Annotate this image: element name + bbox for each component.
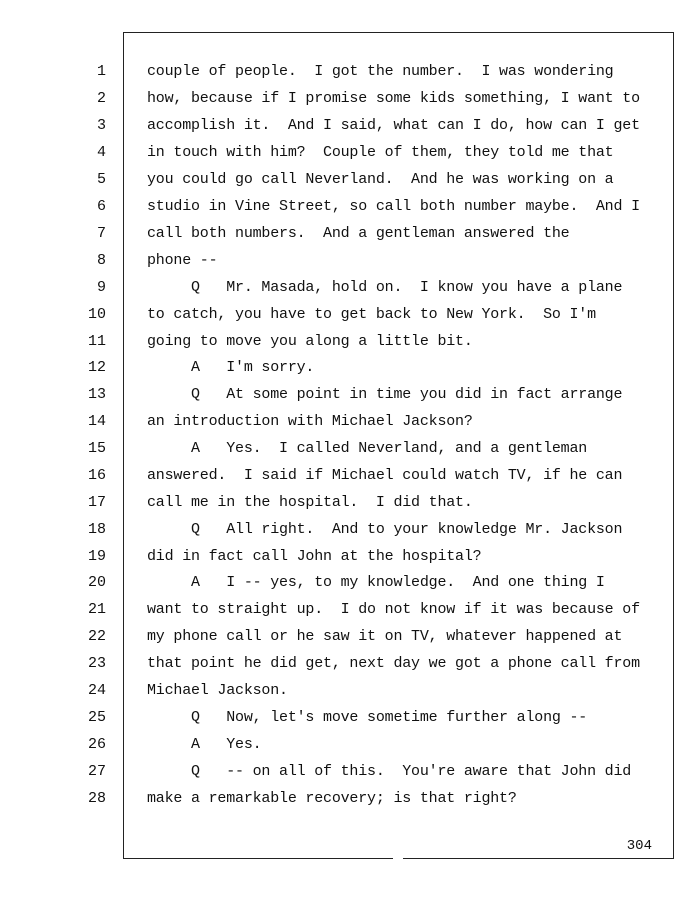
line-text: an introduction with Michael Jackson? [147, 413, 473, 430]
line-text: A I'm sorry. [147, 359, 315, 376]
line-number: 9 [96, 279, 106, 296]
line-text: how, because if I promise some kids something, I want to [147, 90, 640, 107]
line-text: did in fact call John at the hospital? [147, 548, 482, 565]
line-number: 23 [87, 655, 106, 672]
line-text: call both numbers. And a gentleman answered the [147, 225, 570, 242]
line-text: to catch, you have to get back to New York. So I'm [147, 306, 596, 323]
line-number: 2 [96, 90, 106, 107]
line-number: 11 [87, 333, 106, 350]
line-number: 15 [87, 440, 106, 457]
page-border-right [673, 32, 674, 858]
line-text: studio in Vine Street, so call both number maybe. And I [147, 198, 640, 215]
line-text: phone -- [147, 252, 218, 269]
page-border-gap [393, 854, 403, 862]
line-text: in touch with him? Couple of them, they told me that [147, 144, 614, 161]
line-text: you could go call Neverland. And he was working on a [147, 171, 614, 188]
line-number: 17 [87, 494, 106, 511]
line-number: 13 [87, 386, 106, 403]
line-number: 14 [87, 413, 106, 430]
line-number: 3 [96, 117, 106, 134]
line-number: 16 [87, 467, 106, 484]
line-text: call me in the hospital. I did that. [147, 494, 473, 511]
line-text: A Yes. [147, 736, 262, 753]
line-number: 4 [96, 144, 106, 161]
line-text: make a remarkable recovery; is that right? [147, 790, 517, 807]
page-border-left [123, 32, 124, 858]
line-text: A I -- yes, to my knowledge. And one thing I [147, 574, 605, 591]
line-number: 18 [87, 521, 106, 538]
line-text: Q Mr. Masada, hold on. I know you have a plane [147, 279, 623, 296]
line-number: 10 [87, 306, 106, 323]
line-text: Michael Jackson. [147, 682, 288, 699]
line-number: 12 [87, 359, 106, 376]
line-number: 21 [87, 601, 106, 618]
line-number: 8 [96, 252, 106, 269]
line-text: going to move you along a little bit. [147, 333, 473, 350]
line-number: 7 [96, 225, 106, 242]
line-text: accomplish it. And I said, what can I do, how can I get [147, 117, 640, 134]
line-text: want to straight up. I do not know if it was because of [147, 601, 640, 618]
line-number: 25 [87, 709, 106, 726]
line-text: answered. I said if Michael could watch TV, if he can [147, 467, 623, 484]
line-number: 1 [96, 63, 106, 80]
line-number: 5 [96, 171, 106, 188]
line-number: 28 [87, 790, 106, 807]
line-text: Q -- on all of this. You're aware that John did [147, 763, 632, 780]
line-number: 22 [87, 628, 106, 645]
line-number: 19 [87, 548, 106, 565]
line-text: A Yes. I called Neverland, and a gentleman [147, 440, 588, 457]
line-number: 27 [87, 763, 106, 780]
line-text: couple of people. I got the number. I was wondering [147, 63, 614, 80]
line-text: Q At some point in time you did in fact arrange [147, 386, 623, 403]
line-number: 24 [87, 682, 106, 699]
line-number: 20 [87, 574, 106, 591]
line-text: that point he did get, next day we got a phone call from [147, 655, 640, 672]
line-number: 6 [96, 198, 106, 215]
line-text: Q Now, let's move sometime further along -- [147, 709, 588, 726]
page-number: 304 [626, 838, 652, 854]
line-text: Q All right. And to your knowledge Mr. Jackson [147, 521, 623, 538]
line-number: 26 [87, 736, 106, 753]
page-border-top [123, 32, 674, 33]
line-text: my phone call or he saw it on TV, whatever happened at [147, 628, 623, 645]
